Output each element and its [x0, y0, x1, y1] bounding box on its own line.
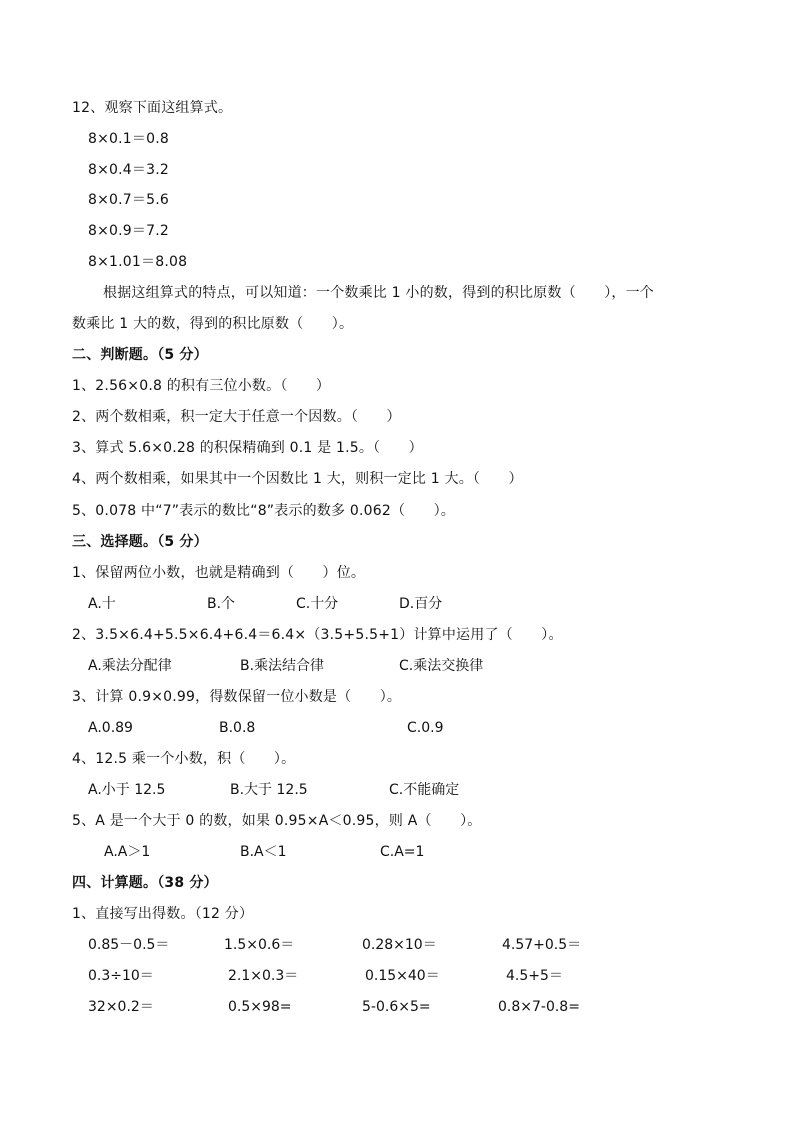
judge-item: 3、算式 5.6×0.28 的积保精确到 0.1 是 1.5。（ ） [72, 440, 423, 456]
section-heading-judge: 二、判断题。（5 分） [72, 347, 208, 363]
q12-equation: 8×1.01＝8.08 [88, 254, 188, 270]
choice-question: 3、计算 0.9×0.99，得数保留一位小数是（ ）。 [72, 689, 402, 705]
choice-question: 4、12.5 乘一个小数，积（ ）。 [72, 751, 296, 767]
calc-expression: 0.28×10＝ [362, 937, 437, 953]
calc-expression: 5-0.6×5= [362, 999, 431, 1015]
choice-option: B.0.8 [219, 720, 256, 736]
judge-item: 5、0.078 中“7”表示的数比“8”表示的数多 0.062（ ）。 [72, 503, 455, 519]
q12-equation: 8×0.4＝3.2 [88, 162, 169, 178]
choice-option: C.不能确定 [389, 782, 460, 798]
choice-option: B.A＜1 [240, 844, 287, 860]
section-heading-choice: 三、选择题。（5 分） [72, 534, 208, 550]
calc-expression: 0.3÷10＝ [88, 968, 154, 984]
choice-question: 1、保留两位小数，也就是精确到（ ）位。 [72, 565, 366, 581]
choice-option: A.十 [88, 596, 116, 612]
choice-option: A.0.89 [88, 720, 133, 736]
section-heading-calc: 四、计算题。（38 分） [72, 875, 218, 891]
choice-option: A.A＞1 [104, 844, 151, 860]
calc-expression: 4.5+5＝ [506, 968, 563, 984]
choice-question: 5、A 是一个大于 0 的数，如果 0.95×A＜0.95，则 A（ ）。 [72, 813, 482, 829]
choice-option: C.乘法交换律 [399, 658, 484, 674]
calc-expression: 2.1×0.3＝ [228, 968, 299, 984]
judge-item: 2、两个数相乘，积一定大于任意一个因数。（ ） [72, 409, 401, 425]
q12-title: 12、观察下面这组算式。 [72, 100, 233, 116]
choice-option: B.乘法结合律 [240, 658, 325, 674]
judge-item: 4、两个数相乘，如果其中一个因数比 1 大，则积一定比 1 大。（ ） [72, 471, 523, 487]
choice-option: B.个 [207, 596, 236, 612]
calc-expression: 0.5×98= [228, 999, 292, 1015]
q12-equation: 8×0.9＝7.2 [88, 223, 169, 239]
choice-option: D.百分 [399, 596, 443, 612]
choice-option: B.大于 12.5 [230, 782, 308, 798]
q12-equation: 8×0.1＝0.8 [88, 131, 169, 147]
q12-equation: 8×0.7＝5.6 [88, 192, 169, 208]
calc-expression: 0.15×40＝ [365, 968, 440, 984]
choice-option: A.小于 12.5 [88, 782, 166, 798]
choice-option: C.0.9 [407, 720, 444, 736]
calc-expression: 4.57+0.5＝ [502, 937, 582, 953]
calc-subtitle: 1、直接写出得数。（12 分） [72, 906, 254, 922]
judge-item: 1、2.56×0.8 的积有三位小数。（ ） [72, 378, 331, 394]
choice-option: C.十分 [296, 596, 339, 612]
choice-question: 2、3.5×6.4+5.5×6.4+6.4＝6.4×（3.5+5.5+1）计算中运用了（ ）。 [72, 627, 563, 643]
q12-paragraph-line: 数乘比 1 大的数，得到的积比原数（ ）。 [72, 316, 354, 332]
calc-expression: 0.8×7-0.8= [498, 999, 580, 1015]
q12-paragraph-line: 根据这组算式的特点，可以知道：一个数乘比 1 小的数，得到的积比原数（ ），一个 [103, 285, 655, 301]
choice-option: C.A=1 [380, 844, 425, 860]
calc-expression: 32×0.2＝ [88, 999, 154, 1015]
calc-expression: 0.85－0.5＝ [88, 937, 170, 953]
choice-option: A.乘法分配律 [88, 658, 172, 674]
calc-expression: 1.5×0.6＝ [224, 937, 295, 953]
